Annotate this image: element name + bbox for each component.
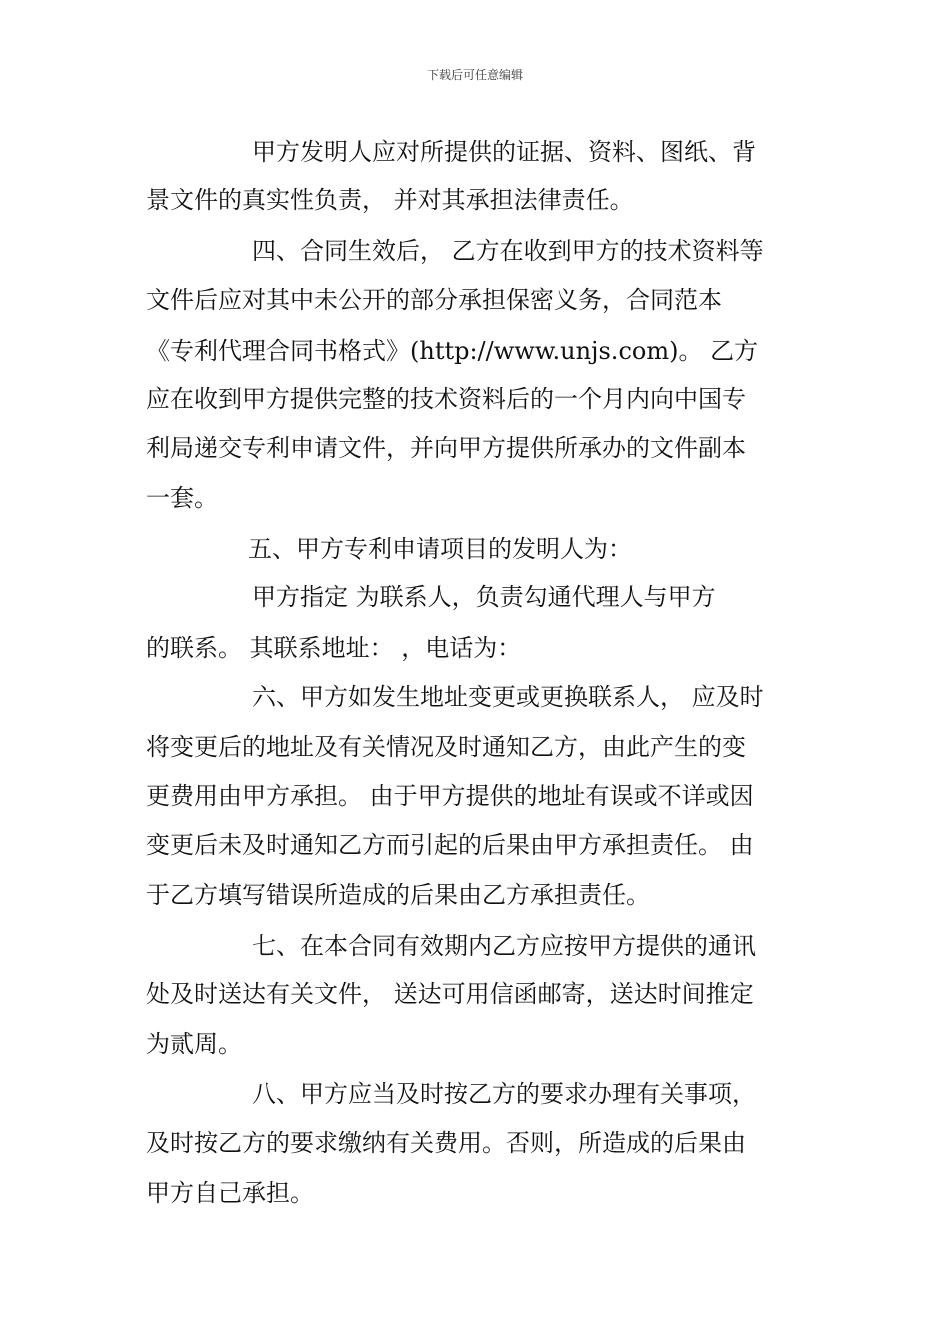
text-line: 及时按乙方的要求缴纳有关费用。否则，所造成的后果由 <box>146 1129 746 1157</box>
text-line: 为贰周。 <box>146 1030 242 1058</box>
text-line: 《专利代理合同书格式》(http://www.unjs.com)。 乙方 <box>146 337 759 365</box>
text-line: 八、甲方应当及时按乙方的要求办理有关事项， <box>252 1080 756 1108</box>
page-header-note: 下载后可任意编辑 <box>426 68 523 82</box>
text-line: 更费用由甲方承担。 由于甲方提供的地址有误或不详或因 <box>146 782 754 810</box>
text-line: 一套。 <box>146 484 218 512</box>
text-line: 处及时送达有关文件， 送达可用信函邮寄，送达时间推定 <box>146 980 754 1008</box>
text-line: 五、甲方专利申请项目的发明人为： <box>248 535 632 563</box>
text-line: 甲方指定 为联系人，负责勾通代理人与甲方 <box>252 583 716 611</box>
text-line: 应在收到甲方提供完整的技术资料后的一个月内向中国专 <box>146 385 746 413</box>
text-line: 文件后应对其中未公开的部分承担保密义务，合同范本 <box>146 286 722 314</box>
text-line: 利局递交专利申请文件，并向甲方提供所承办的文件副本 <box>146 434 746 462</box>
text-line: 于乙方填写错误所造成的后果由乙方承担责任。 <box>146 881 650 909</box>
text-line: 的联系。 其联系地址： ，电话为： <box>146 634 522 662</box>
text-line: 景文件的真实性负责， 并对其承担法律责任。 <box>146 186 634 214</box>
text-line: 甲方自己承担。 <box>146 1179 314 1207</box>
text-line: 甲方发明人应对所提供的证据、资料、图纸、背 <box>252 138 756 166</box>
text-line: 变更后未及时通知乙方而引起的后果由甲方承担责任。 由 <box>146 831 754 859</box>
text-line: 七、在本合同有效期内乙方应按甲方提供的通讯 <box>252 932 756 960</box>
text-line: 六、甲方如发生地址变更或更换联系人， 应及时 <box>252 683 764 711</box>
text-line: 将变更后的地址及有关情况及时通知乙方，由此产生的变 <box>146 733 746 761</box>
text-line: 四、合同生效后， 乙方在收到甲方的技术资料等 <box>252 237 764 265</box>
